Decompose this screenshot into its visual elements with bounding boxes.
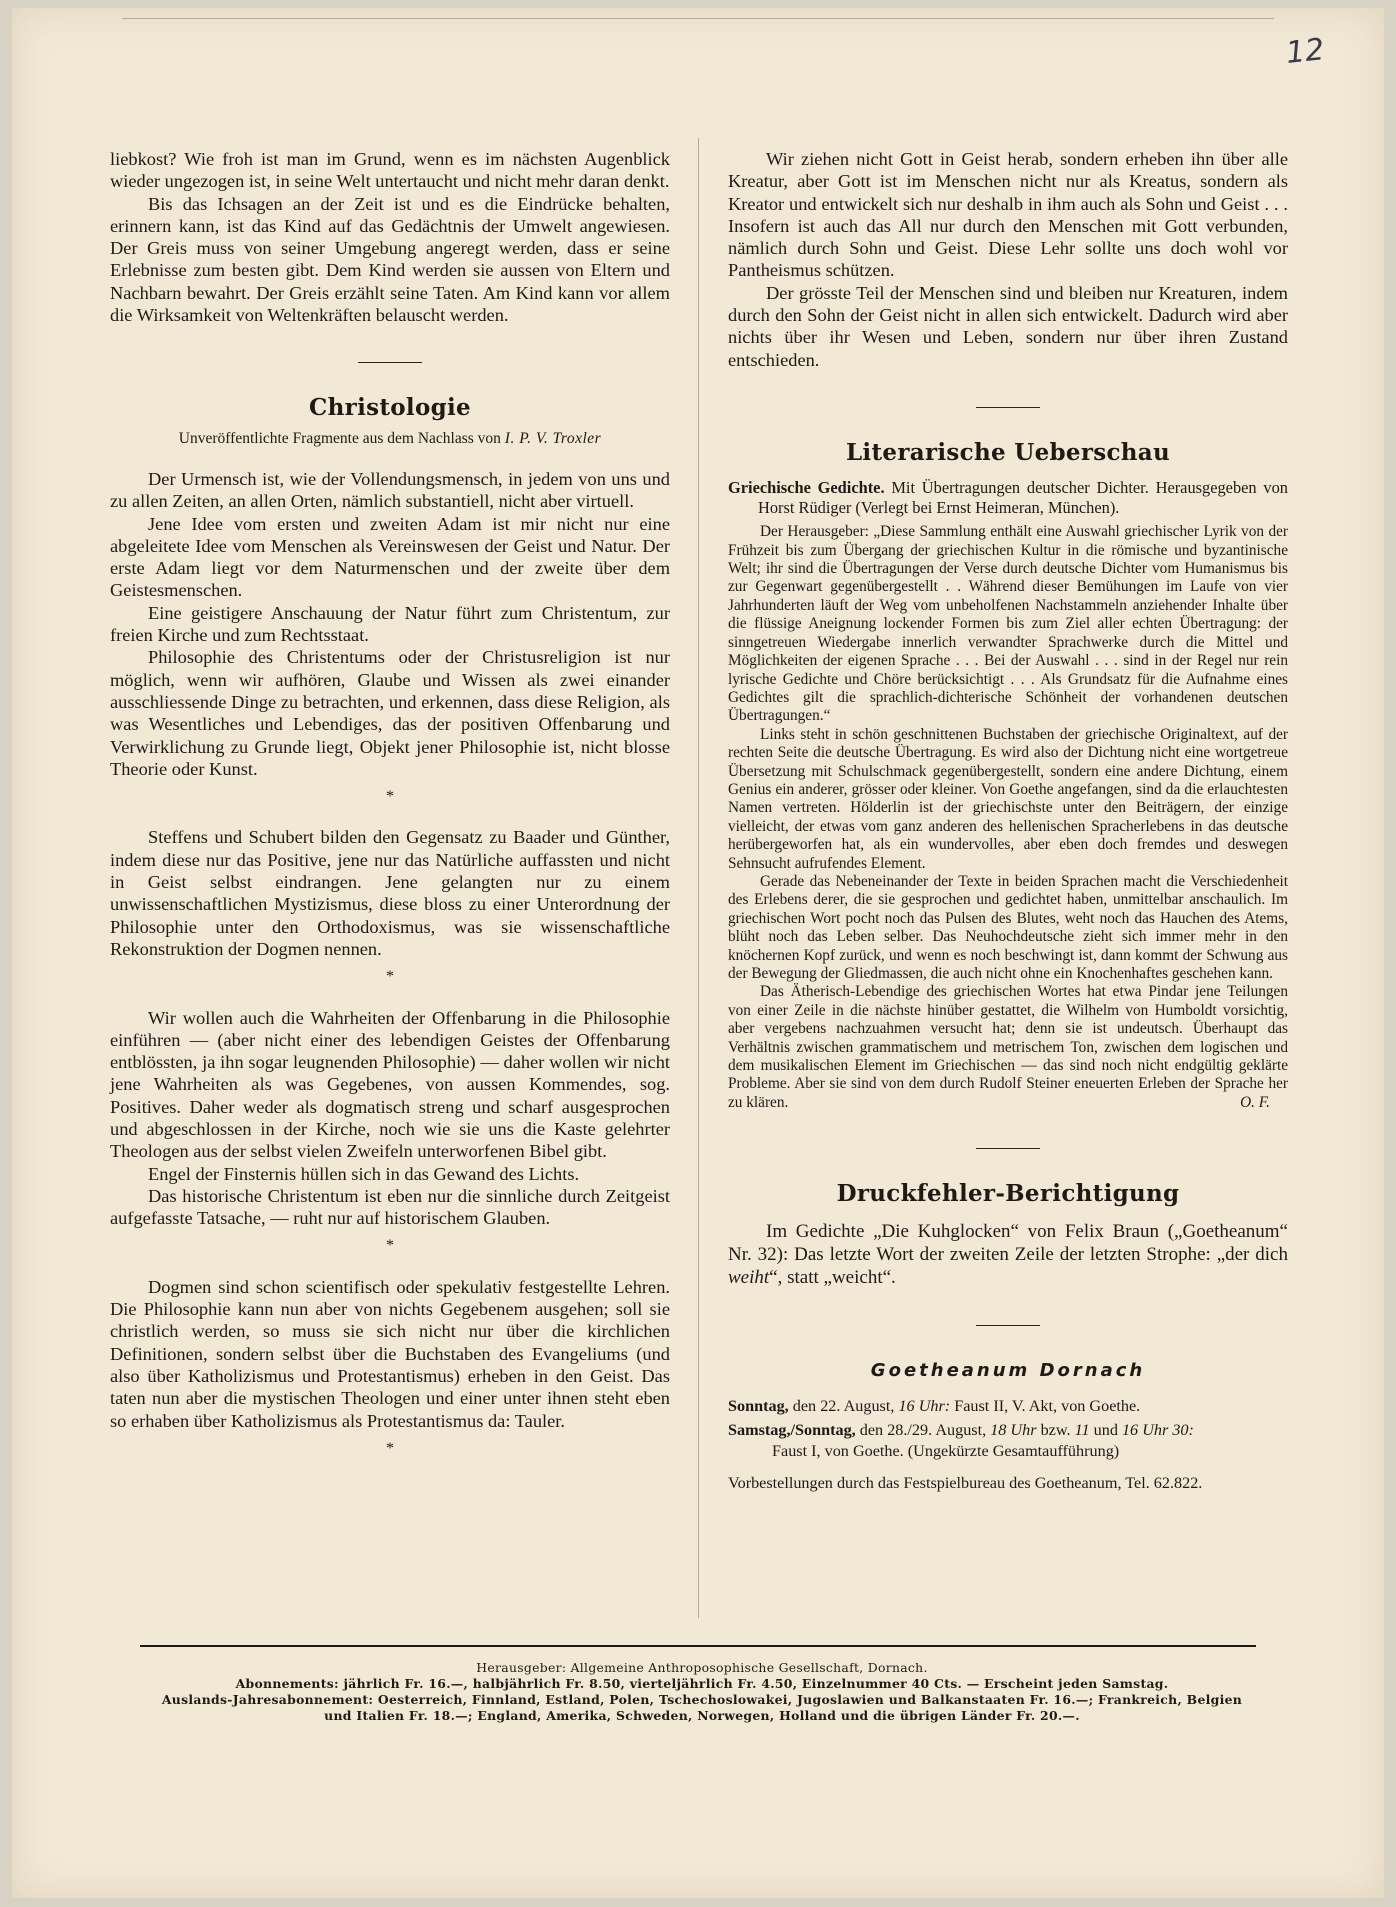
intro-paragraph: Bis das Ichsagen an der Zeit ist und es die Eindrücke behalten, erinnern kann, ist das Kind auf das Gedächtnis der Umwelt angewiesen. Der Greis muss von seiner Umgebung angeregt werden, dass er seine Erlebnisse zum besten gibt. Dem Kind werden sie aussen von Eltern und Nachbarn bewahrt. Der Greis erzählt seine Taten. Am Kind kann vor allem die Wirksamkeit von Weltenkräften belauscht werden.: [110, 193, 670, 326]
section-rule: [976, 1148, 1040, 1149]
review-last-text: Das Ätherisch-Lebendige des griechischen Wortes hat etwa Pindar jene Teilungen von einer Zeile in die nächste hinüber gestattet, die Wilhelm von Humboldt vorsichtig, aber vergebens nachzuahmen versucht hat; denn sie ist undeutsch. Überhaupt das Verhältnis zwischen grammatischem und metrischem Ton, zwischen dem logischen und dem musikalischen Element im Griechischen — das sind noch nicht endgültig geklärte Probleme. Aber sie sind von dem durch Rudolf Steiner eneuerten Erleben der Sprache her zu klären.: [728, 983, 1288, 1111]
body-paragraph: Dogmen sind schon scientifisch oder spekulativ festgestellte Lehren. Die Philosophie kann nun aber von nichts Gegebenem ausgehen; soll sie christlich werden, so muss sie sich nicht nur über die kirchlichen Definitionen, sondern selbst über die Buchstaben des Evangeliums (und also über Katholizismus und Protestantismus) erheben in den Geist. Das taten nun aber die mystischen Theologen und einer unter ihnen steht eben so erhaben über Katholizismus als Protestantismus da: Tauler.: [110, 1276, 670, 1431]
misprint-text: [728, 1220, 1288, 1289]
event2-text: Faust I, von Goethe. (Ungekürzte Gesamtaufführung): [772, 1441, 1120, 1460]
misprint-text-start: Im Gedichte „Die Kuhglocken“ von Felix Braun („Goetheanum“ Nr. 32): Das letzte Wort der zweiten Zeile der letzten Strophe: „der dich: [728, 1220, 1288, 1265]
footer-subscriptions: Abonnements: jährlich Fr. 16.—, halbjährlich Fr. 8.50, vierteljährlich Fr. 4.50, Einzelnummer 40 Cts. — Erscheint jeden Samstag.: [235, 1676, 1169, 1691]
event1-day: Sonntag,: [728, 1396, 789, 1415]
review-paragraph: Links steht in schön geschnittenen Buchstaben der griechische Originaltext, auf der rechten Seite die deutsche Übertragung. Es wird also der Dichtung nicht eine wortgetreue Übersetzung mit Schulschmack gegenübergestellt, sondern eine andere Dichtung, einem Genius ein anderer, grösser oder kleiner. Von Goethe angefangen, sind da die erlauchtesten Namen vertreten. Hölderlin ist der griechischste unter den Beiträgern, der einzige vielleicht, der etwas vom ganz anderen des hellenischen Spracherlebens in das deutsche herübergeworfen hat, als ein wundervolles, aber eben doch fremdes und deswegen Sehnsucht aufrufendes Element.: [728, 725, 1288, 872]
review-heading: Literarische Ueberschau: [845, 438, 1171, 466]
footer-abroad-1: Auslands-Jahresabonnement: Oesterreich, Finnland, Estland, Polen, Tschechoslowakei, Jugoslawien und Balkanstaaten Fr. 16.—; Frankreich, Belgien: [161, 1692, 1243, 1707]
event2-date: den 28./29. August,: [855, 1421, 991, 1440]
event2-day: Samstag,/Sonntag,: [728, 1421, 856, 1440]
right-column: [728, 148, 1288, 1494]
footer-rule: [140, 1645, 1256, 1647]
body-paragraph: Der Urmensch ist, wie der Vollendungsmensch, in jedem von uns und zu allen Zeiten, an allen Orten, nämlich substantiell, nicht aber virtuell.: [110, 468, 670, 512]
review-signature: O. F.: [1240, 1093, 1270, 1111]
review-body: [728, 478, 1288, 1112]
footer-publisher: Herausgeber: Allgemeine Anthroposophische Gesellschaft, Dornach.: [476, 1660, 928, 1675]
event1-date: den 22. August,: [788, 1396, 899, 1415]
body-paragraph: Steffens und Schubert bilden den Gegensatz zu Baader und Günther, indem diese nur das Positive, jene nur das Natürliche auffassten und nicht in Geist selbst eindrangen. Jene gelangten nur zu einem unwissenschaftlichen Mystizismus, diese bloss zu einer Unterordnung der Philosophie unter den Orthodoxismus, was sie wissenschaftliche Rekonstruktion der Dogmen nennen.: [110, 827, 670, 959]
section-rule: [976, 407, 1040, 408]
book-entry: [728, 478, 1288, 517]
body-paragraph: Engel der Finsternis hüllen sich in das Gewand des Lichts.: [148, 1163, 580, 1184]
section-rule: [358, 362, 422, 363]
goetheanum-heading: Goetheanum Dornach: [870, 1359, 1146, 1381]
body-paragraph: Philosophie des Christentums oder der Christusreligion ist nur möglich, wenn wir aufhören, Glaube und Wissen als zwei einander ausschliessende Dinge zu betrachten, und erkennen, dass diese Religion, als was Wesentliches und Lebendiges, das der positiven Offenbarung und Verwirklichung zu Grunde liegt, Objekt jener Philosophie ist, nicht blosse Theorie oder Kunst.: [110, 647, 670, 779]
asterisk-separator: *: [386, 1237, 394, 1255]
book-info: Mit Übertragungen deutscher Dichter. Herausgegeben von Horst Rüdiger (Verlegt bei Ernst Heimeran, München).: [758, 478, 1288, 517]
left-column: [110, 148, 670, 1478]
event2-time: 18 Uhr: [990, 1421, 1037, 1440]
handwritten-page-number: 12: [1284, 32, 1326, 71]
booking-info: Vorbestellungen durch das Festspielbureau des Goetheanum, Tel. 62.822.: [728, 1474, 1203, 1493]
intro-paragraph: liebkost? Wie froh ist man im Grund, wenn es im nächsten Augenblick wieder ungezogen ist, in seine Welt untertaucht und nicht mehr daran denkt.: [110, 149, 670, 192]
subtitle-text: Unveröffentlichte Fragmente aus dem Nachlass von: [178, 429, 501, 447]
body-paragraph: Eine geistigere Anschauung der Natur führt zum Christentum, zur freien Kirche und zum Rechtsstaat.: [110, 602, 670, 646]
review-paragraph: [728, 983, 1288, 1112]
publisher-footer: [122, 1660, 1282, 1724]
event1-text: Faust II, V. Akt, von Goethe.: [950, 1396, 1141, 1415]
asterisk-separator: *: [386, 968, 394, 986]
body-paragraph: Wir wollen auch die Wahrheiten der Offenbarung in die Philosophie einführen — (aber nicht einer des lebendigen Geistes der Offenbarung entblössten, ja ihn sogar leugnenden Philosophie) — daher wollen wir nicht jene Wahrheiten als was Gegebenes, von aussen Kommendes, sog. Positives. Daher weder als dogmatisch streng und scharf ausgesprochen und abgeschlossen in der Kirche, noch wie sie uns die Kaste gelehrter Theologen aus der selbst vielen Zweifeln unterworfenen Bibel gibt.: [110, 1007, 670, 1162]
misprint-heading: Druckfehler-Berichtigung: [836, 1180, 1180, 1208]
newspaper-page: [12, 8, 1384, 1898]
event-sunday: [728, 1396, 1288, 1417]
book-title: Griechische Gedichte.: [728, 478, 885, 498]
column-divider: [698, 138, 699, 1618]
review-paragraph: Gerade das Nebeneinander der Texte in beiden Sprachen macht die Verschiedenheit des Erlebens derer, die sie gesprochen und gedichtet haben, unmittelbar anschaulich. Im griechischen Wort pocht noch das Pulsen des Blutes, weht noch das Hauchen des Atems, blüht noch das Leben selber. Das Neuhochdeutsche zieht sich immer mehr in den knöchernen Kopf zurück, und wenn es noch beschwingt ist, dann kommt der Schwung aus der Bewegung der Gliedmassen, die auch nicht ohne ein Knochenhaftes geschehen kann.: [728, 872, 1288, 983]
misprint-text-end: “, statt „weicht“.: [769, 1266, 896, 1288]
christologie-subtitle: [110, 428, 670, 450]
misprint-italic-word: weiht: [728, 1266, 770, 1288]
event2-and: und: [1089, 1421, 1122, 1440]
body-paragraph: Das historische Christentum ist eben nur die sinnliche durch Zeitgeist aufgefasste Tatsache, — ruht nur auf historischem Glauben.: [110, 1185, 670, 1229]
asterisk-separator: *: [386, 1439, 394, 1457]
subtitle-author: I. P. V. Troxler: [504, 429, 602, 447]
event2-time2: 11: [1074, 1421, 1090, 1440]
top-edge-line: [122, 18, 1274, 19]
event2-time3: 16 Uhr 30:: [1121, 1421, 1194, 1440]
asterisk-separator: *: [386, 788, 394, 806]
review-paragraph: Der Herausgeber: „Diese Sammlung enthält eine Auswahl griechischer Lyrik von der Frühzeit bis zum Übergang der griechischen Kultur in die römische und byzantinische Welt; ihr sind die Übertragungen der Verse durch deutsche Dichter vom Humanismus bis zur Gegenwart gegenübergestellt . . Während dieser Bemühungen im Laufe von vier Jahrhunderten läuft der Weg vom unbeholfenen Nachstammeln anziehender Inhalte über die flüssige Aneignung lockender Formen bis zum Ziel aller echten Übertragung: der sinngetreuen Wiedergabe innerlich verwandter Sprachwerke durch die Mittel und Möglichkeiten der eigenen Sprache . . . Bei der Auswahl . . . sind in der Regel nur rein lyrische Gedichte und Chöre berücksichtigt . . . Als Grundsatz für die Aufnahme eines Gedichtes gilt die sprachlich-dichterische Schönheit der vorhandenen deutschen Übertragungen.“: [728, 523, 1288, 725]
event2-mid: bzw.: [1036, 1421, 1075, 1440]
footer-abroad-2: und Italien Fr. 18.—; England, Amerika, Schweden, Norwegen, Holland und die übrigen Länder Fr. 20.—.: [324, 1708, 1080, 1723]
event1-time: 16 Uhr:: [898, 1396, 951, 1415]
section-rule: [976, 1325, 1040, 1326]
intro-paragraph: Der grösste Teil der Menschen sind und bleiben nur Kreaturen, indem durch den Sohn der Geist nicht in allen sich entwickelt. Dadurch wird aber nichts über ihr Wesen und Leben, sondern nur über ihren Zustand entschieden.: [728, 282, 1288, 370]
event-weekend: [728, 1420, 1288, 1461]
christologie-heading: Christologie: [309, 394, 471, 422]
body-paragraph: Jene Idee vom ersten und zweiten Adam ist mir nicht nur eine abgeleitete Idee vom Menschen als Vereinswesen der Geist und Natur. Der erste Adam liegt vor dem Naturmenschen und der zweite über dem Geistesmenschen.: [110, 513, 670, 601]
intro-paragraph: Wir ziehen nicht Gott in Geist herab, sondern erheben ihn über alle Kreatur, aber Gott ist im Menschen nicht nur als Kreatus, sondern als Kreator und entwickelt sich nur deshalb in ihm auch als Sohn und Geist . . . Insofern ist auch das All nur durch den Menschen mit Gott verbunden, nämlich durch Sohn und Geist. Diese Lehr sollte uns doch wohl vor Pantheismus schützen.: [728, 149, 1288, 281]
